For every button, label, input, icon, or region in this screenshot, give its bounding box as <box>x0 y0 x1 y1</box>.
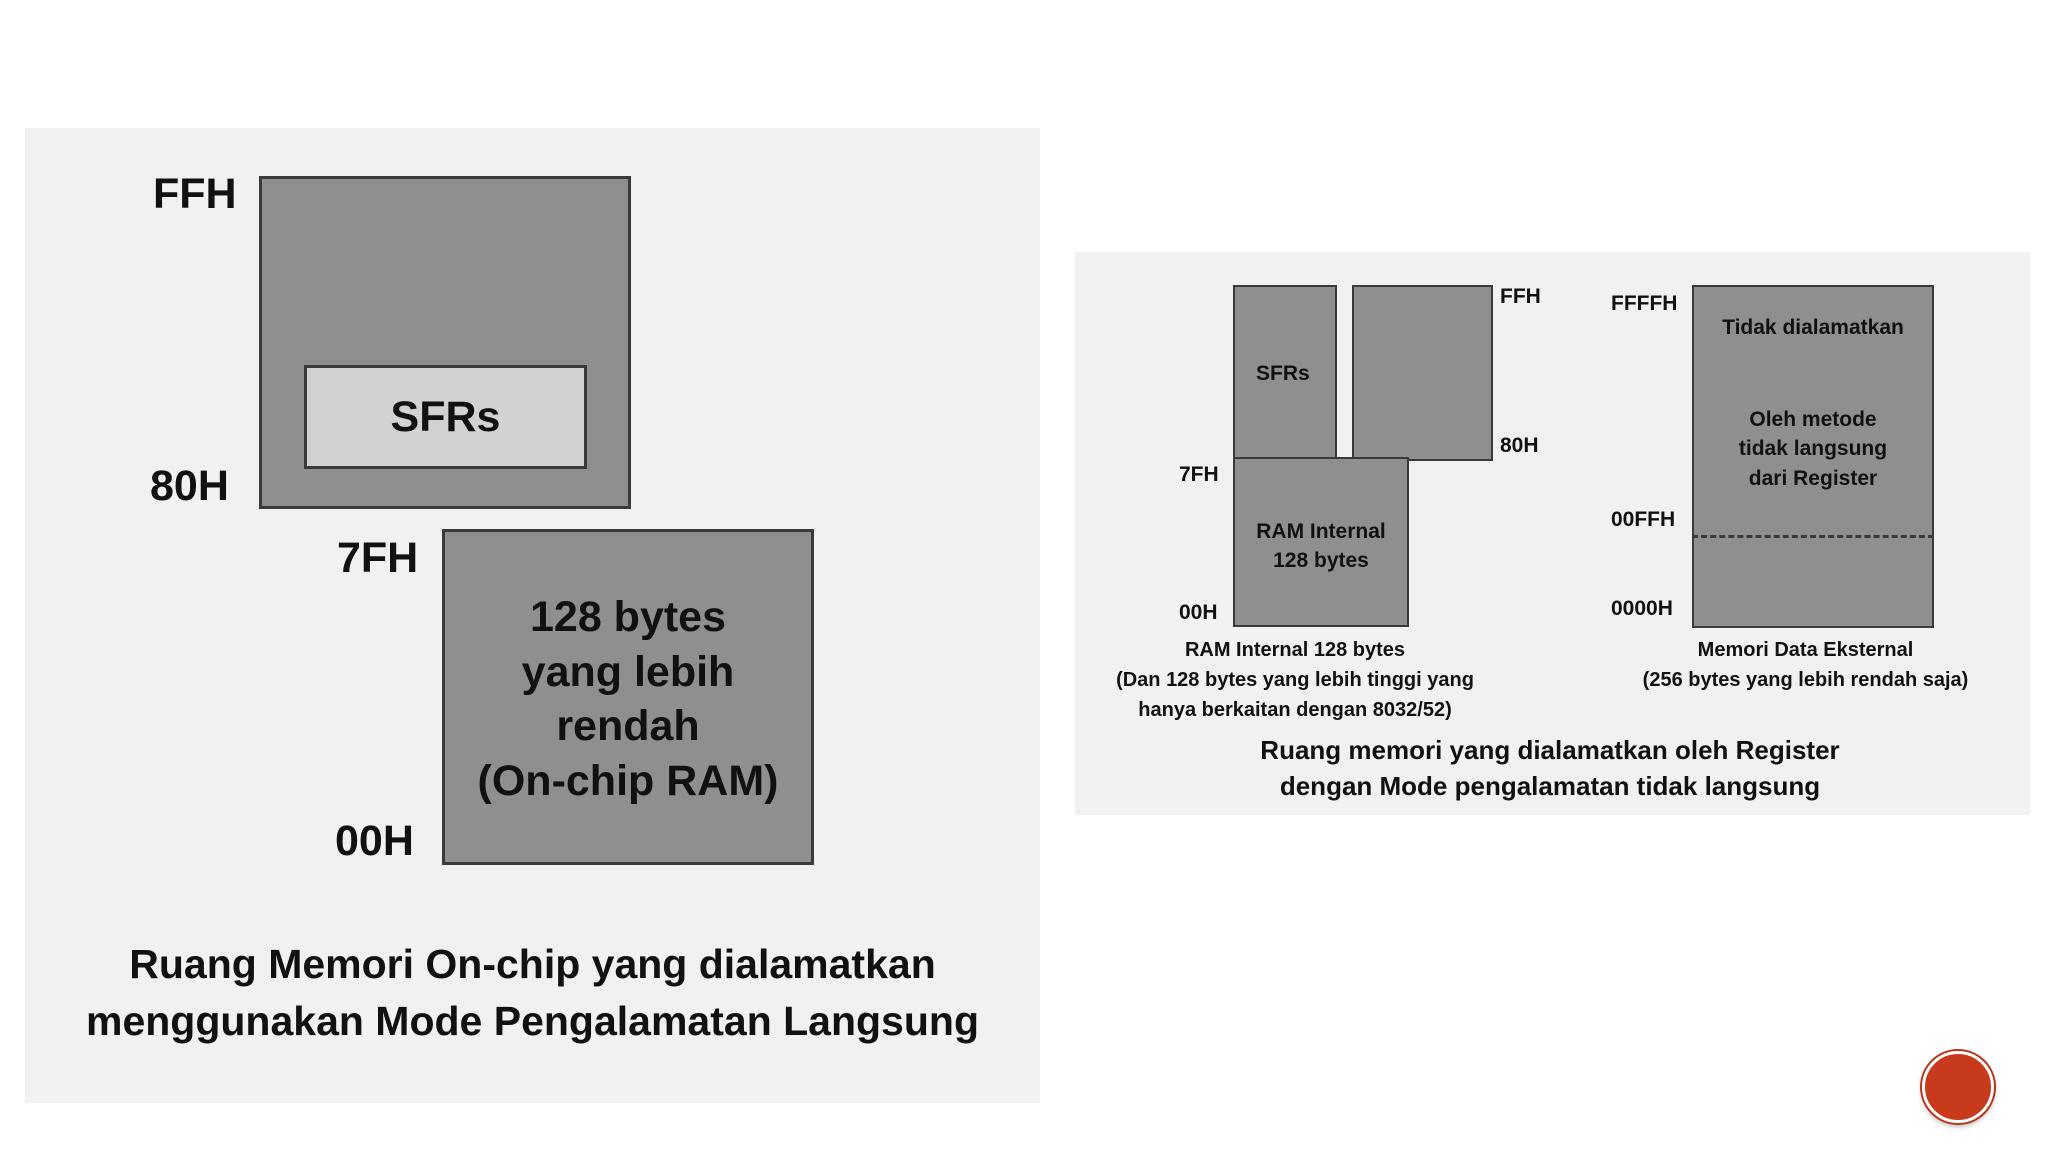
caption-line: (Dan 128 bytes yang lebih tinggi yang <box>1116 669 1474 691</box>
caption-line: Ruang Memori On-chip yang dialamatkan <box>129 941 936 987</box>
label-00h-small: 00H <box>1179 601 1218 624</box>
lower-block-line: (On-chip RAM) <box>477 756 779 805</box>
direct-addressing-diagram <box>25 128 1040 1103</box>
internal-ram-caption <box>1095 635 1495 725</box>
method-text <box>1692 405 1934 493</box>
internal-ram-text <box>1233 517 1409 576</box>
external-memory-caption <box>1603 635 2008 695</box>
label-ffh: FFH <box>153 170 237 218</box>
00ffh-boundary <box>1692 535 1934 538</box>
internal-ram-line: 128 bytes <box>1273 549 1369 573</box>
label-7fh-small: 7FH <box>1179 463 1219 486</box>
label-7fh: 7FH <box>337 534 419 582</box>
label-ffffh: FFFFH <box>1611 292 1678 315</box>
next-slide-button[interactable] <box>1922 1051 1994 1123</box>
caption-line: Ruang memori yang dialamatkan oleh Register <box>1260 735 1840 765</box>
caption-line: Memori Data Eksternal <box>1697 639 1914 661</box>
not-addressed-label: Tidak dialamatkan <box>1722 316 1904 339</box>
caption-line: RAM Internal 128 bytes <box>1184 639 1406 661</box>
internal-ram-line: RAM Internal <box>1256 520 1386 543</box>
lower-block-line: rendah <box>556 702 700 751</box>
method-line: dari Register <box>1748 466 1878 490</box>
direct-addressing-caption <box>25 936 1040 1051</box>
label-0000h: 0000H <box>1611 597 1673 620</box>
label-00h: 00H <box>335 817 414 865</box>
caption-line: (256 bytes yang lebih rendah saja) <box>1642 669 1969 691</box>
method-line: Oleh metode <box>1749 408 1877 431</box>
caption-line: hanya berkaitan dengan 8032/52) <box>1138 699 1452 721</box>
lower-block-text <box>442 590 814 808</box>
sfrs-block <box>304 365 587 469</box>
upper-ram-block <box>1352 285 1493 461</box>
label-00ffh: 00FFH <box>1611 508 1676 531</box>
indirect-addressing-caption <box>1095 732 2005 805</box>
sfrs-label: SFRs <box>390 392 501 441</box>
label-ffh-small: FFH <box>1500 285 1541 308</box>
label-80h: 80H <box>150 462 229 510</box>
method-line: tidak langsung <box>1738 437 1888 461</box>
caption-line: dengan Mode pengalamatan tidak langsung <box>1279 771 1821 802</box>
lower-block-line: yang lebih <box>521 647 735 696</box>
indirect-addressing-diagram <box>1075 252 2030 815</box>
caption-line: menggunakan Mode Pengalamatan Langsung <box>85 998 979 1045</box>
sfrs-label-small: SFRs <box>1256 362 1310 385</box>
lower-block-line: 128 bytes <box>529 593 727 641</box>
label-80h-small: 80H <box>1500 434 1539 457</box>
